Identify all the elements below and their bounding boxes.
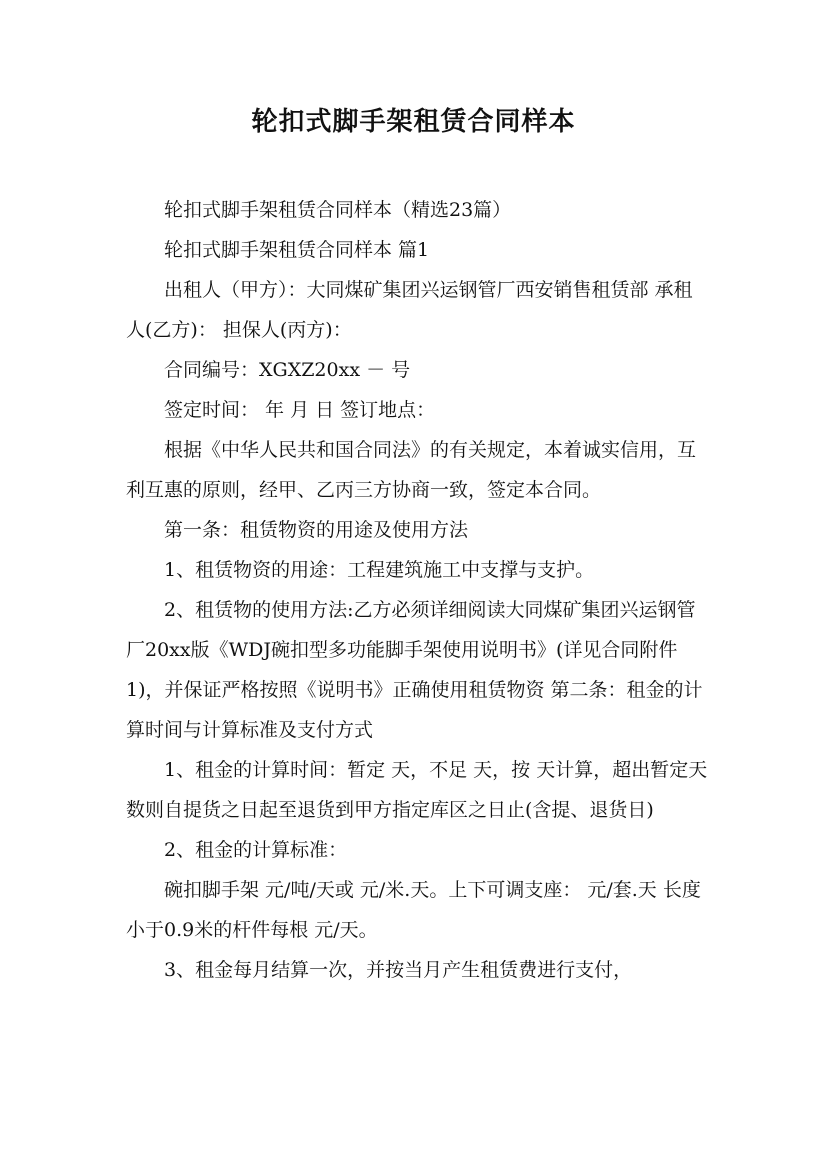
paragraph-clause-1-1: 1、租赁物资的用途：工程建筑施工中支撑与支护。 xyxy=(164,559,595,581)
paragraph-parties: 出租人（甲方）：大同煤矿集团兴运钢管厂西安销售租赁部 承租人(乙方)： 担保人(丙方)： xyxy=(126,279,693,341)
paragraph-contract-number: 合同编号：XGXZ20xx － 号 xyxy=(164,359,411,381)
paragraph-clause-2-2: 2、租金的计算标准： xyxy=(164,839,348,861)
paragraph-signing-info: 签定时间： 年 月 日 签订地点： xyxy=(164,399,436,421)
paragraph-rental-rates: 碗扣脚手架 元/吨/天或 元/米.天。上下可调支座： 元/套.天 长度小于0.9米的杆件每根 元/天。 xyxy=(126,879,701,941)
paragraph-article-1: 第一条：租赁物资的用途及使用方法 xyxy=(164,519,469,541)
paragraph-section-heading: 轮扣式脚手架租赁合同样本 篇1 xyxy=(164,239,430,261)
paragraph-clause-2-3: 3、租金每月结算一次，并按当月产生租赁费进行支付， xyxy=(164,959,633,981)
paragraph-preamble: 根据《中华人民共和国合同法》的有关规定，本着诚实信用，互利互惠的原则，经甲、乙丙三方协商一致，签定本合同。 xyxy=(126,439,697,501)
paragraph-clause-2-1: 1、租金的计算时间：暂定 天，不足 天，按 天计算，超出暂定天数则自提货之日起至退货到甲方指定库区之日止(含提、退货日) xyxy=(126,759,708,821)
document-body xyxy=(126,190,711,990)
paragraph-clause-1-2: 2、租赁物的使用方法:乙方必须详细阅读大同煤矿集团兴运钢管厂20xx版《WDJ碗扣型多功能脚手架使用说明书》(详见合同附件1)，并保证严格按照《说明书》正确使用租赁物资 第二条：租金的计算时间与计算标准及支付方式 xyxy=(126,599,703,741)
document-title: 轮扣式脚手架租赁合同样本 xyxy=(251,107,576,137)
paragraph-subtitle: 轮扣式脚手架租赁合同样本（精选23篇） xyxy=(164,199,512,221)
